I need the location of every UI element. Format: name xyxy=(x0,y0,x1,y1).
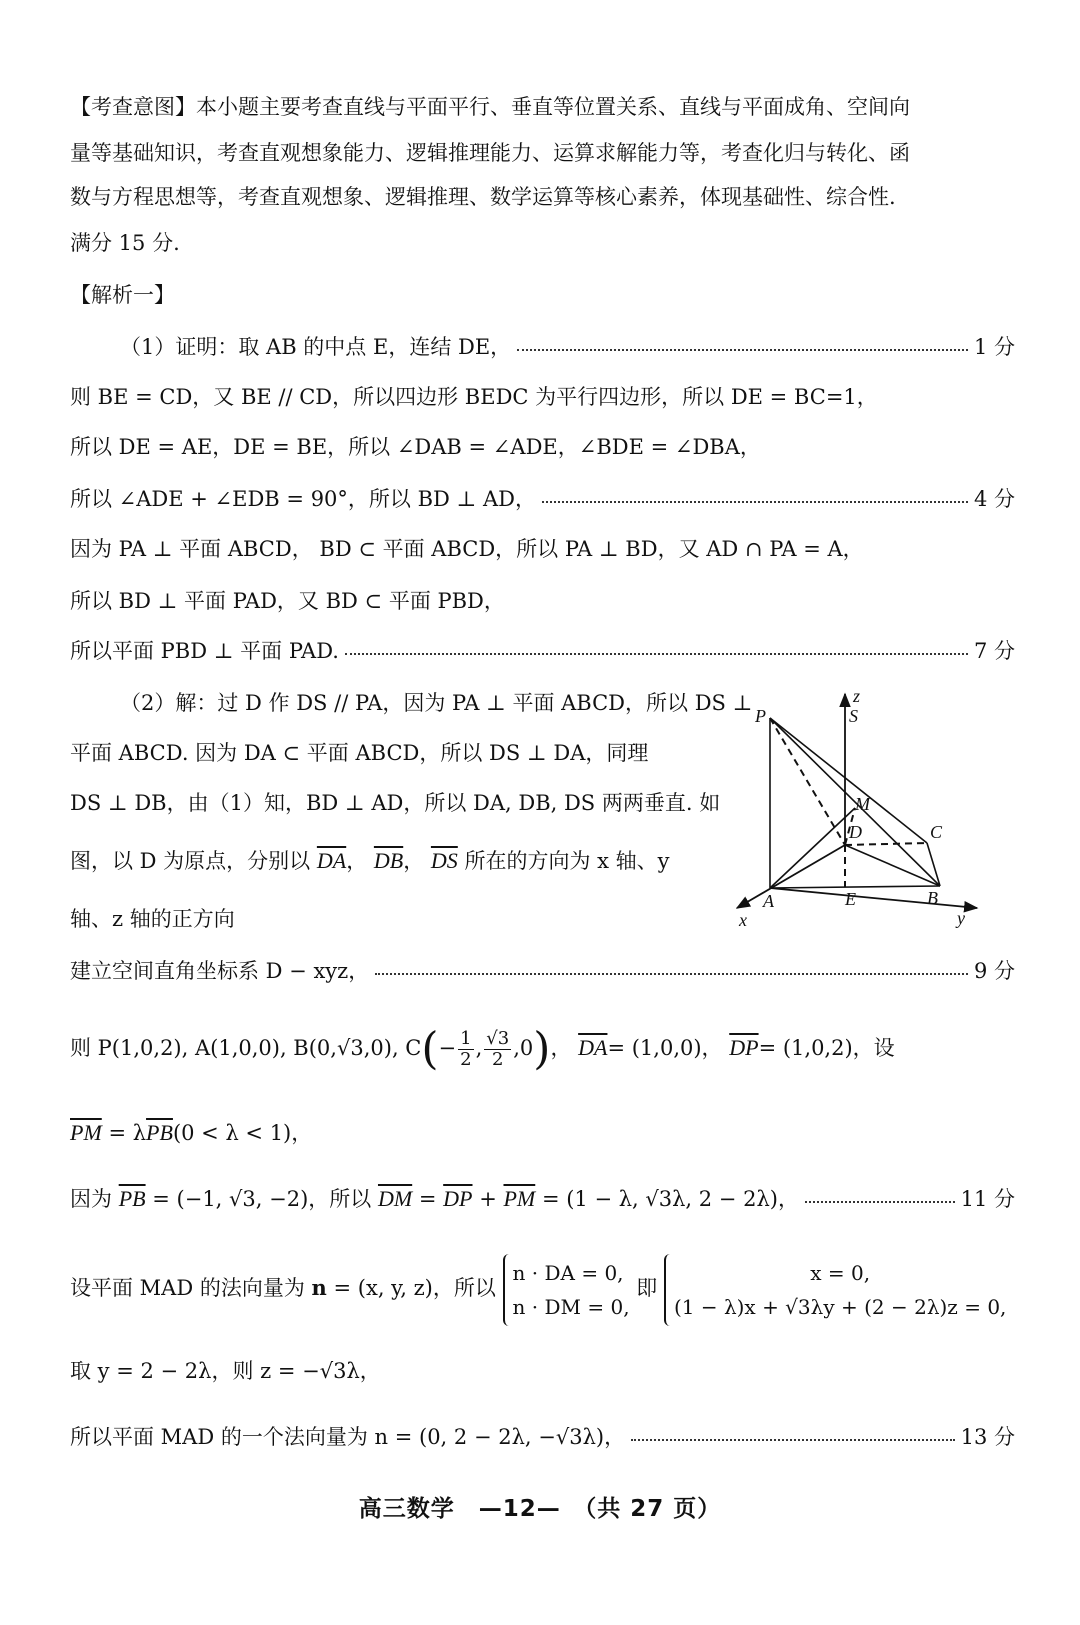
leader-dots xyxy=(345,653,968,655)
vector-dm: $\overline{DM}$ xyxy=(377,1186,413,1211)
vector-pb: $\overline{PB}$ xyxy=(146,1120,173,1145)
frac-denominator: 2 xyxy=(460,1049,472,1070)
score-13: 13 分 xyxy=(960,1425,1015,1449)
score-11: 11 分 xyxy=(960,1187,1015,1211)
part1-line-4 xyxy=(70,484,1015,514)
part1-line-3: 所以 DE = AE，DE = BE，所以 ∠DAB = ∠ADE，∠BDE = ∠DBA， xyxy=(70,435,761,459)
label-m: M xyxy=(855,794,870,814)
score-7: 7 分 xyxy=(973,639,1015,663)
normal-result-line xyxy=(70,1422,1015,1452)
part1-line-6: 所以 BD ⊥ 平面 PAD，又 BD ⊂ 平面 PBD， xyxy=(70,589,505,613)
part2-text-6: 建立空间直角坐标系 D − xyz， xyxy=(70,959,370,983)
system2-eq-b: (1 − λ)x + √3λy + (2 − 2λ)z = 0, xyxy=(673,1294,1007,1319)
system1-eq-a: n · DA = 0, xyxy=(512,1260,624,1285)
label-y: y xyxy=(957,908,965,928)
part1-text-4: 所以 ∠ADE + ∠EDB = 90°，所以 BD ⊥ AD， xyxy=(70,487,536,511)
system2-eq-a: x = 0, xyxy=(810,1260,871,1285)
frac-numerator: 1 xyxy=(460,1028,472,1049)
coords-line: 则 P(1,0,2), A(1,0,0), B(0,√3,0), C(− $\frac{1}{2}$ , $\frac{√3}{2}$ ,0)， $\overline{DA}= (1,0,0)$， $\overline{DP}= (1,0,2)$，设 xyxy=(70,1023,895,1075)
normal-result-text: 所以平面 MAD 的一个法向量为 n = (0, 2 − 2λ, −√3λ)， xyxy=(70,1425,626,1449)
coords-text: 则 P(1,0,2), A(1,0,0), B(0,√3,0), C xyxy=(70,1036,422,1060)
label-s: S xyxy=(849,706,858,726)
vector-dp: $\overline{DP}$ xyxy=(443,1186,473,1211)
equation-system-2 xyxy=(664,1254,1006,1326)
leader-dots xyxy=(631,1439,955,1441)
vector-pm: $\overline{PM}$ xyxy=(70,1120,102,1145)
system1-eq-b: n · DM = 0, xyxy=(512,1294,630,1319)
edge-am xyxy=(770,808,855,888)
part2-text-4b: 所在的方向为 x 轴、y xyxy=(464,849,670,873)
part2-text-4a: 图，以 D 为原点，分别以 xyxy=(70,849,311,873)
score-1: 1 分 xyxy=(973,335,1015,359)
part2-line-1: （2）解：过 D 作 DS // PA，因为 PA ⊥ 平面 ABCD，所以 DS ⊥ xyxy=(120,691,753,715)
vector-db: $\overline{DB}$ xyxy=(373,848,404,873)
intro-line-1 xyxy=(70,92,1015,122)
part2-line-4: 图，以 D 为原点，分别以 $\overline{DA}$， $\overline{DB}$， $\overline{DS}$ 所在的方向为 x 轴、y xyxy=(70,848,670,873)
intro-line-4: 满分 15 分. xyxy=(70,231,180,255)
vector-da-value: = (1,0,0)， xyxy=(607,1036,723,1060)
leader-dots xyxy=(517,349,968,351)
edge-db xyxy=(845,845,940,886)
part1-text-1: （1）证明：取 AB 的中点 E，连结 DE， xyxy=(120,335,512,359)
fraction-one-half xyxy=(458,1029,473,1070)
pm-line xyxy=(70,1118,1015,1148)
fraction-root3-half xyxy=(484,1029,511,1070)
frac-numerator: √3 xyxy=(486,1028,510,1049)
part2-line-3: DS ⊥ DB，由（1）知，BD ⊥ AD，所以 DA, DB, DS 两两垂直. 如 xyxy=(70,791,721,815)
edge-ab xyxy=(770,886,940,888)
pm-eq: = λ xyxy=(108,1121,147,1145)
equation-system-1 xyxy=(503,1254,630,1326)
label-x: x xyxy=(739,910,747,930)
part1-text-7: 所以平面 PBD ⊥ 平面 PAD. xyxy=(70,639,339,663)
label-d: D xyxy=(849,822,862,842)
intro-line-2: 量等基础知识，考查直观想象能力、逻辑推理能力、运算求解能力等，考查化归与转化、函 xyxy=(70,141,910,165)
leader-dots xyxy=(375,973,968,975)
ji-text: 即 xyxy=(636,1276,658,1300)
intro-line-3: 数与方程思想等，考查直观想象、逻辑推理、数学运算等核心素养，体现基础性、综合性. xyxy=(70,185,896,209)
vector-da: $\overline{DA}$ xyxy=(316,848,347,873)
label-e: E xyxy=(845,889,856,909)
y-axis-base xyxy=(770,888,977,908)
minus-sign: − xyxy=(438,1036,457,1060)
x-axis xyxy=(737,845,845,908)
leader-dots xyxy=(542,501,968,503)
analysis-label: 【解析一】 xyxy=(70,283,175,307)
edge-dc xyxy=(845,843,927,845)
pb-c: = xyxy=(418,1187,437,1211)
vector-pm: $\overline{PM}$ xyxy=(503,1186,536,1211)
normal-text-a: 设平面 MAD 的法向量为 xyxy=(70,1276,305,1300)
page-footer: 高三数学 —12— （共 27 页） xyxy=(358,1496,722,1522)
intro-text-1: 本小题主要考查直线与平面平行、垂直等位置关系、直线与平面成角、空间向 xyxy=(196,95,910,119)
pb-line xyxy=(70,1184,1015,1214)
vector-ds: $\overline{DS}$ xyxy=(430,848,458,873)
label-p: P xyxy=(755,706,766,726)
label-c: C xyxy=(930,822,943,842)
leader-dots xyxy=(805,1201,955,1203)
pb-text xyxy=(70,1184,799,1214)
frac-denominator: 2 xyxy=(492,1049,504,1070)
part1-line-5: 因为 PA ⊥ 平面 ABCD， BD ⊂ 平面 ABCD，所以 PA ⊥ BD，又 AD ∩ PA = A， xyxy=(70,537,864,561)
part1-line-2: 则 BE = CD，又 BE // CD，所以四边形 BEDC 为平行四边形，所以 DE = BC=1， xyxy=(70,385,878,409)
part2-line-6 xyxy=(70,956,1015,986)
part1-line-1 xyxy=(120,332,1015,362)
vector-da: $\overline{DA}$ xyxy=(578,1035,608,1060)
coords-tail: ,0 xyxy=(513,1036,534,1060)
vector-dp: $\overline{DP}$ xyxy=(729,1035,759,1060)
vector-pb: $\overline{PB}$ xyxy=(118,1186,146,1211)
score-9: 9 分 xyxy=(973,959,1015,983)
normal-n: n xyxy=(311,1275,327,1300)
label-z: z xyxy=(853,686,861,706)
pb-a: 因为 xyxy=(70,1187,112,1211)
take-line: 取 y = 2 − 2λ，则 z = −√3λ， xyxy=(70,1359,381,1383)
normal-text-b: = (x, y, z)，所以 xyxy=(333,1276,496,1300)
paren-open: ( xyxy=(421,1023,439,1075)
vector-dp-value: = (1,0,2)，设 xyxy=(758,1036,895,1060)
pb-b: = (−1, √3, −2)，所以 xyxy=(152,1187,372,1211)
pb-d: + xyxy=(479,1187,497,1211)
intro-label: 【考查意图】 xyxy=(70,95,196,119)
label-b: B xyxy=(927,888,938,908)
score-4: 4 分 xyxy=(973,487,1015,511)
part2-line-5: 轴、z 轴的正方向 xyxy=(70,907,235,931)
paren-close: ) xyxy=(533,1023,551,1075)
part1-line-7 xyxy=(70,636,1015,666)
part2-line-2: 平面 ABCD. 因为 DA ⊂ 平面 ABCD，所以 DS ⊥ DA，同理 xyxy=(70,741,649,765)
pb-e: = (1 − λ, √3λ, 2 − 2λ)， xyxy=(541,1187,799,1211)
normal-system-line xyxy=(70,1248,1015,1328)
label-a: A xyxy=(763,891,774,911)
lambda-range: (0 < λ < 1)， xyxy=(172,1121,313,1145)
pyramid-coordinate-figure xyxy=(739,686,1025,960)
